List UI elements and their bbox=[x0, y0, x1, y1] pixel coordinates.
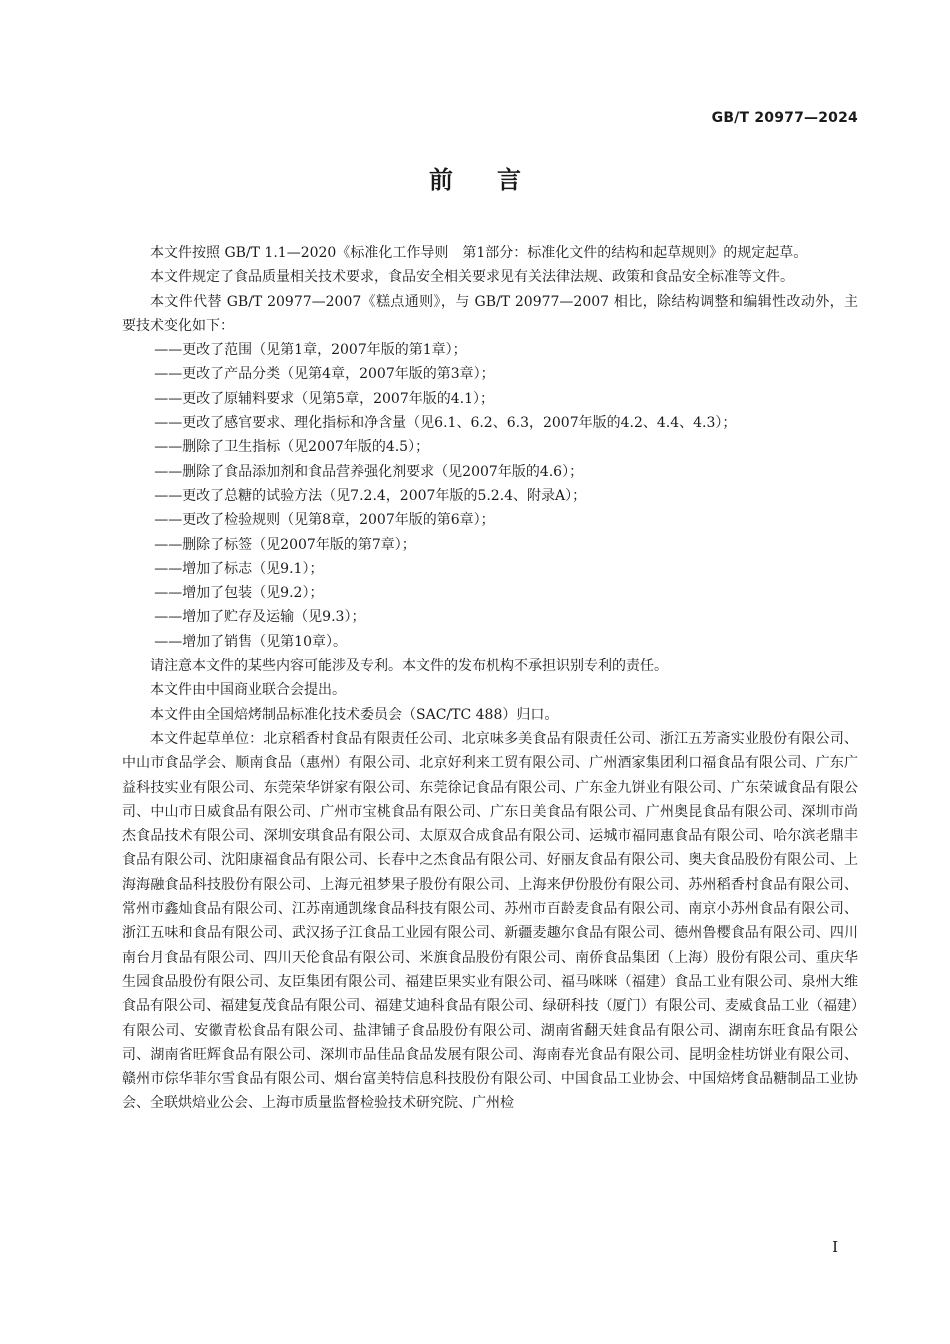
change-list-item: ——更改了总糖的试验方法（见7.2.4，2007年版的5.2.4、附录A）； bbox=[154, 487, 587, 504]
change-list-item: ——更改了感官要求、理化指标和净含量（见6.1、6.2、6.3，2007年版的4.2、4.4、4.3）； bbox=[154, 415, 737, 432]
change-list-item: ——增加了贮存及运输（见9.3）； bbox=[154, 609, 366, 626]
standard-number: GB/T 20977—2024 bbox=[711, 110, 858, 126]
change-list-item: ——删除了卫生指标（见2007年版的4.5）； bbox=[154, 439, 430, 456]
page-number: I bbox=[832, 1238, 838, 1256]
change-list-item: ——更改了原辅料要求（见第5章，2007年版的4.1）； bbox=[154, 390, 494, 407]
paragraph-replacement: 本文件代替 GB/T 20977—2007《糕点通则》，与 GB/T 20977—2007 相比，除结构调整和编辑性改动外，主要技术变化如下： bbox=[122, 293, 858, 334]
change-list-item: ——增加了标志（见9.1）； bbox=[154, 560, 324, 577]
change-list-item: ——更改了范围（见第1章，2007年版的第1章）； bbox=[154, 342, 467, 359]
change-list-item: ——增加了销售（见第10章）。 bbox=[154, 633, 348, 650]
change-list-item: ——删除了食品添加剂和食品营养强化剂要求（见2007年版的4.6）； bbox=[154, 463, 584, 480]
change-list-item: ——更改了产品分类（见第4章，2007年版的第3章）； bbox=[154, 366, 495, 383]
paragraph-proposer: 本文件由中国商业联合会提出。 bbox=[150, 682, 346, 699]
page-title: 前言 bbox=[429, 166, 565, 194]
paragraph-drafting-units: 本文件起草单位：北京稻香村食品有限责任公司、北京味多美食品有限责任公司、浙江五芳斋实业股份有限公司、中山市食品学会、顺南食品（惠州）有限公司、北京好利来工贸有限公司、广州酒家集团利口福食品有限公司、广东广益科技实业有限公司、东莞荣华饼家有限公司、东莞徐记食品有限公司、广东金九饼业有限公司、广东荣诚食品有限公司、中山市日威食品有限公司、广州市宝桃食品有限公司、广东日美食品有限公司、广州奥昆食品有限公司、深圳市尚杰食品技术有限公司、深圳安琪食品有限公司、太原双合成食品有限公司、运城市福同惠食品有限公司、哈尔滨老鼎丰食品有限公司、沈阳康福食品有限公司、长春中之杰食品有限公司、好丽友食品有限公司、奥夫食品股份有限公司、上海海融食品科技股份有限公司、上海元祖梦果子股份有限公司、上海来伊份股份有限公司、苏州稻香村食品有限公司、常州市鑫灿食品有限公司、江苏南通凯缘食品科技有限公司、苏州市百龄麦食品有限公司、南京小苏州食品有限公司、浙江五味和食品有限公司、武汉扬子江食品工业园有限公司、新疆麦趣尔食品有限公司、德州鲁樱食品有限公司、四川南台月食品有限公司、四川天伦食品有限公司、米旗食品股份有限公司、南侨食品集团（上海）股份有限公司、重庆华生园食品股份有限公司、友臣集团有限公司、福建臣果实业有限公司、福马咪咪（福建）食品工业有限公司、泉州大维食品有限公司、福建复茂食品有限公司、福建艾迪科食品有限公司、绿研科技（厦门）有限公司、麦威食品工业（福建）有限公司、安徽青松食品有限公司、盐津铺子食品股份有限公司、湖南省翻天娃食品有限公司、湖南东旺食品有限公司、湖南省旺辉食品有限公司、深圳市品佳品食品发展有限公司、海南春光食品有限公司、昆明金桂坊饼业有限公司、赣州市倧华菲尔雪食品有限公司、烟台富美特信息科技股份有限公司、中国食品工业协会、中国焙烤食品糖制品工业协会、全联烘焙业公会、上海市质量监督检验技术研究院、广州检 bbox=[122, 730, 858, 1112]
paragraph-drafting-rules: 本文件按照 GB/T 1.1—2020《标准化工作导则 第1部分：标准化文件的结构和起草规则》的规定起草。 bbox=[150, 245, 808, 261]
change-list-item: ——删除了标签（见2007年版的第7章）； bbox=[154, 536, 416, 553]
paragraph-technical-committee: 本文件由全国焙烤制品标准化技术委员会（SAC/TC 488）归口。 bbox=[150, 706, 559, 723]
document-body bbox=[122, 241, 858, 1116]
change-list-item: ——增加了包装（见9.2）； bbox=[154, 585, 324, 602]
change-list-item: ——更改了检验规则（见第8章，2007年版的第6章）； bbox=[154, 512, 495, 529]
paragraph-scope-note: 本文件规定了食品质量相关技术要求，食品安全相关要求见有关法律法规、政策和食品安全标准等文件。 bbox=[150, 269, 794, 286]
paragraph-patent-notice: 请注意本文件的某些内容可能涉及专利。本文件的发布机构不承担识别专利的责任。 bbox=[150, 658, 668, 675]
